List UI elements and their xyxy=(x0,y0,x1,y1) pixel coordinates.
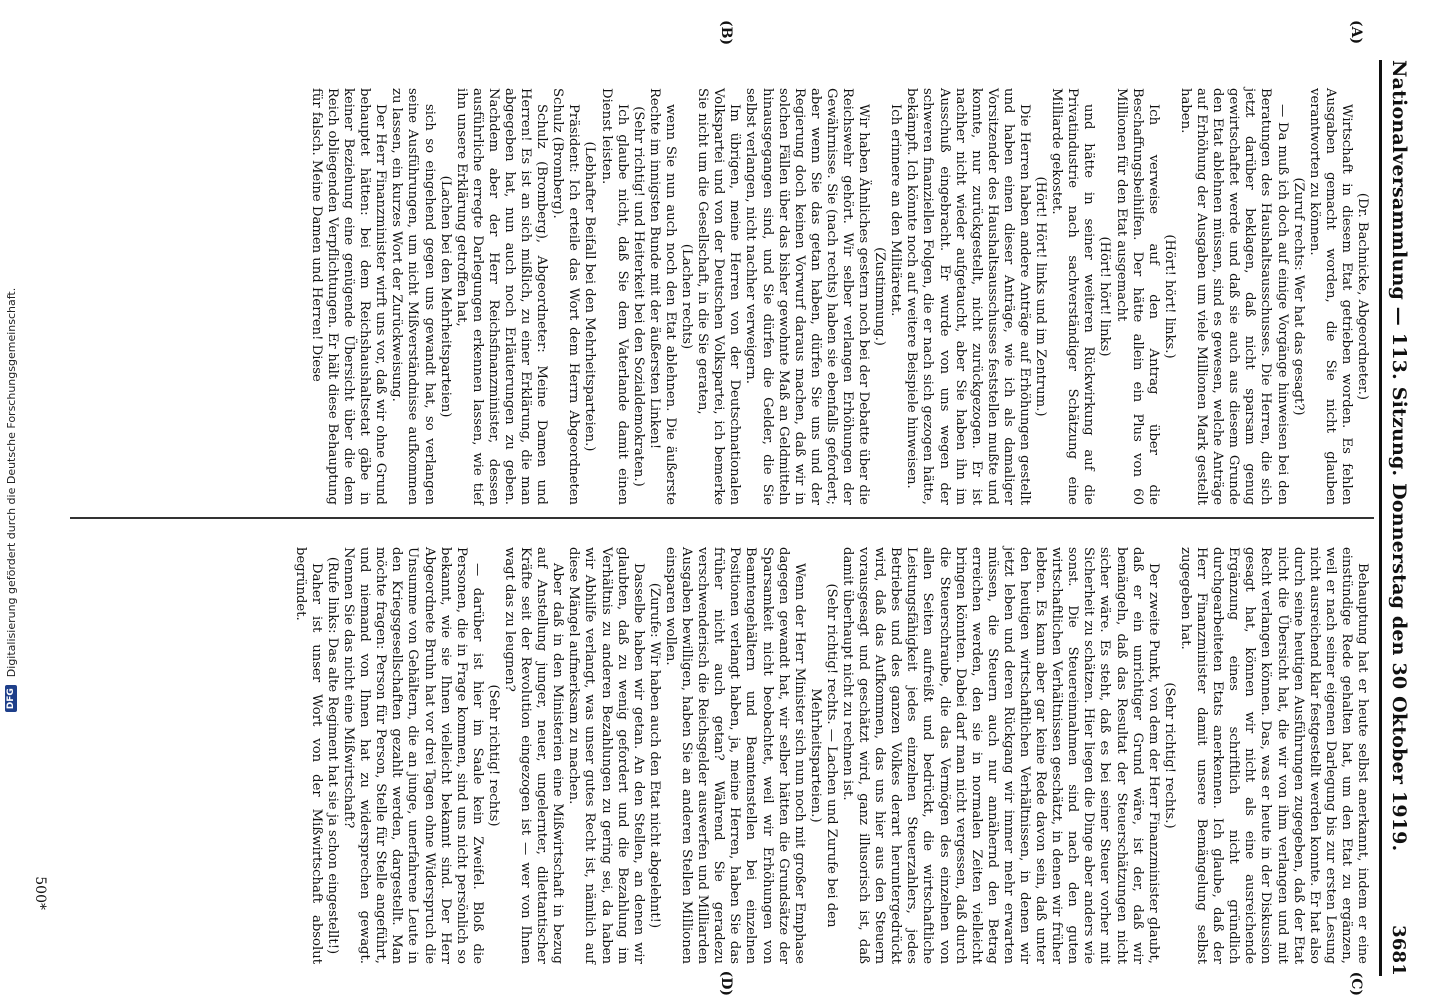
paragraph: Ich verweise auf den Antrag über die Beschaffungsbeihilfen. Der hätte allein ein Plus von 60 Millionen für den Etat ausgemacht xyxy=(1113,88,1161,505)
paragraph: (Lebhafter Beifall bei den Mehrheitsparteien.) xyxy=(582,141,598,452)
paragraph: wenn Sie nun auch noch den Etat ablehnen. Die äußerste Rechte im innigsten Bunde mit der äußersten Linken! xyxy=(646,88,678,505)
paragraph: (Lachen rechts) xyxy=(679,243,695,350)
paragraph: und hätte in seiner weiteren Rückwirkung auf die Privatindustrie nach sachverständiger Schätzung eine Milliarde gekostet. xyxy=(1049,88,1097,505)
paragraph: — Da muß ich doch auf einige Vorgänge hinweisen bei den Beratungen des Haushaltsausschusses. Die Herren, die sich jetzt darüber beklagen, daß nicht sparsam genug gewirtschaftet werde und daß sie auch aus diesem Grunde den Etat ablehnen müssen, sind es gewesen, welche Anträge auf Erhöhung der Ausgaben um viele Millionen Mark gestellt haben. xyxy=(1177,88,1290,505)
paragraph: Der zweite Punkt, von dem der Herr Finanzminister glaubt, daß er ein unrichtiger Grund wäre, ist der, daß wir bemängeln, daß das Resultat der Steuerschätzungen nicht sicher wäre. Es steht, daß es bei seiner Steuer vorher mit Sicherheit zu schätzen. Hier liegen die Dinge aber anders wie sonst. Die Steuereinnahmen sind nach den guten wirtschaftlichen Verhältnissen geschätzt, in denen wir früher lebten. Es kann aber gar keine Rede davon sein, daß unter den heutigen wirtschaftlichen Verhältnissen, in denen wir jetzt leben und deren Rückgang wir immer mehr erwarten müssen, die Steuern auch nur annähernd den Betrag erreichen werden, den sie in normalen Zeiten vielleicht bringen könnten. Dabei darf man nicht vergessen, daß durch die Steuerschraube, die das Vermögen des einzelnen von allen Seiten aufreißt und bedrückt, die wirtschaftliche Leistungsfähigkeit jedes einzelnen Steuerzahlers, jedes Betriebes und des ganzen Volkes derart heruntergedrückt wird, daß das Aufkommen, das uns hier aus den Steuern vorausgesagt und geschätzt wird, ganz illusorisch ist, daß damit überhaupt nicht zu rechnen ist. xyxy=(840,547,1161,964)
paragraph: (Lachen bei den Mehrheitsparteien) xyxy=(437,175,453,418)
paragraph: sich so eingehend gegen uns gewandt hat, so verlangen seine Ausführungen, um nicht Mißverständnisse aufkommen zu lassen, ein kurzes Wort der Zurückweisung. xyxy=(389,88,437,505)
paragraph: (Hört! hört! links.) xyxy=(1161,234,1177,359)
paragraph: (Rufe links: Das alte Regiment hat sie ja schon eingestellt!) xyxy=(325,556,340,955)
paragraph: Wir haben Ähnliches gestern noch bei der Debatte über die Reichswehr gehört. Wir selber verlangen Erhöhungen der Gewährnisse. Sie (nach rechts) haben sie ebenfalls gefordert; aber wenn Sie das getan haben, dürfen Sie uns und der Regierung doch keinen Vorwurf daraus machen, daß wir in solchen Fällen über das bisher gewohnte Maß an Geldmitteln hinausgegangen sind, und Sie dürfen die Gelder, die Sie selbst verlangen, nicht nachher verweigern. xyxy=(743,88,872,505)
paragraph: Im übrigen, meine Herren von der Deutschnationalen Volkspartei und von der Deutschen Volkspartei, ich bemerke Sie nicht um die Gesellschaft, in die Sie geraten, xyxy=(695,88,743,505)
footer-text: Digitalisierung gefördert durch die Deutsche Forschungsgemeinschaft. xyxy=(4,287,18,678)
paragraph: Ich glaube nicht, daß Sie dem Vaterlande damit einen Dienst leisten. xyxy=(598,88,630,505)
paragraph: Daher ist unser Wort von der Mißwirtschaft absolut begründet. xyxy=(292,547,324,964)
paragraph: (Zurufe: Wir haben auch den Etat nicht abgelehnt!) xyxy=(646,582,662,929)
paragraph: Wenn der Herr Minister sich nun noch mit großer Emphase dagegen gewandt hat, wir selber hätten die Grundsätze der Sparsamkeit nicht beobachtet, weil wir Erhöhungen von Beamtengehältern und Beamtenstellen bei einzelnen Positionen verlangt haben, ja, meine Herren, haben Sie das früher nicht auch getan? Während Sie geradezu verschwenderisch die Reichsgelder auswerfen und Milliarden Ausgaben bewilligen, haben Sie an anderen Stellen Millionen einsparen wollen. xyxy=(662,547,807,964)
right-column xyxy=(70,517,1374,976)
left-column xyxy=(70,60,1374,517)
paragraph: Dasselbe haben wir getan. An den Stellen, an denen wir glaubten, daß zu wenig gefordert und die Bezahlung im Verhältnis zu anderen Bezahlungen zu gering sei, da haben wir Abhilfe verlangt, was unser gutes Recht ist, nämlich auf diese Mängel aufmerksam zu machen. xyxy=(566,547,646,964)
paragraph: Schulz (Bromberg), Abgeordneter: Meine Damen und Herren! Es ist an sich mißlich, zu einer Erklärung, die man abgegeben hat, nun auch noch Erläuterungen zu geben. Nachdem aber der Herr Reichsfinanzminister, dessen ausführliche erregte Darlegungen erkennen lassen, wie tief ihn unsere Erklärung getroffen hat, xyxy=(453,88,550,505)
paragraph: (Sehr richtig! und Heiterkeit bei den Sozialdemokraten.) xyxy=(630,106,646,487)
text-columns xyxy=(70,60,1374,976)
dfg-logo: DFG xyxy=(5,685,17,712)
paragraph: — darüber ist hier im Saale kein Zweifel. Bloß die Personen, die in Frage kommen, sind uns nicht persönlich so bekannt, wie sie Ihnen vielleicht bekannt sind. Der Herr Abgeordnete Bruhn hat vor drei Tagen ohne Widerspruch die Unsumme von Gehältern, die an junge, unerfahrene Leute in den Kriegsgesellschaften gezahlt werden, dargestellt. Man möchte fragen: Person für Person, Stelle für Stelle angeführt, und niemand von Ihnen hat zu widersprechen gewagt. Nennen Sie das nicht eine Mißwirtschaft? xyxy=(341,547,485,964)
paragraph: (Dr. Bachnicke, Abgeordneter.) xyxy=(1355,192,1370,401)
paragraph: (Sehr richtig! rechts. — Lachen und Zurufe bei den Mehrheitsparteien.) xyxy=(807,583,839,928)
paragraph: Der Herr Finanzminister wirft uns vor, daß wir ohne Grund behauptet hätten: bei dem Reichshaushaltsetat gäbe in keiner Beziehung eine genügende Übersicht über die dem Reich obliegenden Verpflichtungen. Er hält diese Behauptung für falsch. Meine Damen und Herren! Diese xyxy=(308,88,389,505)
paragraph: (Hört! hört! links) xyxy=(1097,236,1113,357)
paragraph: (Zuruf rechts: Wer hat das gesagt?) xyxy=(1290,177,1306,416)
paragraph: (Sehr richtig! rechts.) xyxy=(1161,682,1177,829)
page-title: Nationalversammlung — 113. Sitzung. Donnerstag den 30 Oktober 1919. xyxy=(1388,60,1410,852)
paragraph: Behauptung hat er heute selbst anerkannt, indem er eine einstündige Rede gehalten hat, um den Etat zu ergänzen, weil er nach seiner eigenen Darlegung bis zur ersten Lesung nicht ausreichend klar festgestellt werden konnte. Er hat also durch seine heutigen Ausführungen zugegeben, daß der Etat nicht die Übersicht hat, die wir von ihm verlangen und mit Recht verlangen können. Das, was er heute in der Diskussion gesagt hat, können wir nicht als eine ausreichende Ergänzung eines schriftlich nicht gründlich durchgearbeiteten Etats anerkennen. Ich glaube, daß der Herr Finanzminister damit unsere Bemängelung selbst zugegeben hat. xyxy=(1177,547,1370,964)
paragraph: Aber daß in den Ministerien eine Mißwirtschaft in bezug auf Anstellung junger, neuer, ungelernter, dilettantischer Kräfte seit der Revolution eingezogen ist — wer von Ihnen wagt das zu leugnen? xyxy=(502,547,566,964)
signature-mark: 500* xyxy=(32,876,48,910)
page-number: 3681 xyxy=(1388,925,1410,976)
margin-marker-a: (A) xyxy=(1348,20,1364,45)
footer-credit xyxy=(0,0,22,1000)
paragraph: (Zustimmung.) xyxy=(872,247,888,346)
page-header xyxy=(1379,60,1416,976)
paragraph: (Sehr richtig! rechts) xyxy=(485,684,501,827)
margin-marker-b: (B) xyxy=(718,20,734,46)
paragraph: (Hört! Hört! links und im Zentrum.) xyxy=(1033,176,1049,417)
paragraph: Präsident: Ich erteile das Wort dem Herrn Abgeordneten Schulz (Bromberg). xyxy=(550,88,582,505)
margin-marker-d: (D) xyxy=(718,970,734,996)
paragraph: Die Herren haben andere Anträge auf Erhöhungen gestellt und haben einen dieser Anträge, wie ich als damaliger Vorsitzender des Haushaltsausschusses feststellen mußte und konnte, nur zurückgestellt, nicht zurückgezogen. Er ist nachher nicht wieder aufgetaucht, aber Sie haben ihn im Ausschuß eingebracht. Er wurde von uns wegen der schweren finanziellen Folgen, die er nach sich gezogen hätte, bekämpft. Ich könnte noch auf weitere Beispiele hinweisen. xyxy=(904,88,1033,505)
paragraph: Ich erinnere an den Militäretat. xyxy=(888,104,904,317)
margin-marker-c: (C) xyxy=(1348,971,1364,996)
paragraph: Wirtschaft in diesem Etat getrieben worden. Es fehlen Ausgaben gemacht worden, die Sie nicht glauben verantworten zu können. xyxy=(1306,88,1354,505)
